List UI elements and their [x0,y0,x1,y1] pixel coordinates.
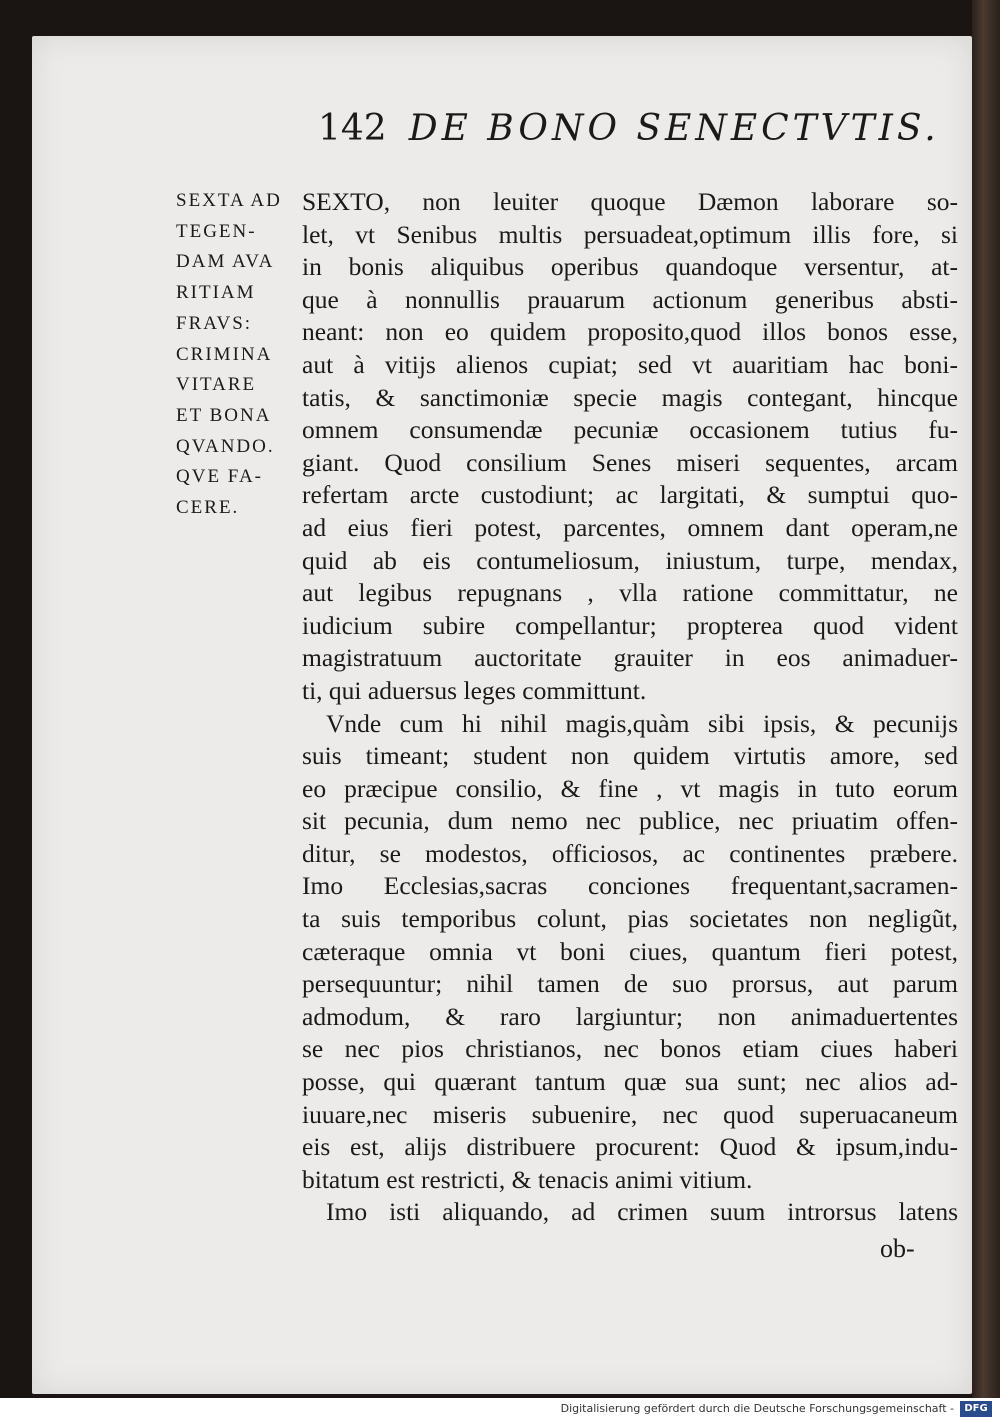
text-line: Imo isti aliquando, ad crimen suum introrsus latens [326,1197,958,1227]
text-line: suis timeant; student non quidem virtutis amore, sed [302,741,958,771]
text-line: tatis, & sanctimoniæ specie magis contegant, hincque [302,382,958,412]
text-line: iuuare,nec miseris subuenire, nec quod superuacaneum [302,1099,958,1129]
catchword: ob- [880,1234,915,1263]
margin-line: CERE. [176,497,240,519]
margin-line: FRAVS: [176,312,253,334]
body-text [302,186,958,1229]
text-line: neant: non eo quidem proposito,quod illos bonos esse, [302,317,958,347]
running-header [318,108,940,149]
margin-line: CRIMINA [176,343,273,365]
text-line: sit pecunia, dum nemo nec publice, nec priuatim offen- [302,806,958,836]
margin-line: QVE FA- [176,466,264,488]
text-line: Imo Ecclesias,sacras conciones frequentant,sacramen- [302,871,958,901]
margin-line: QVANDO. [176,435,275,457]
text-line: admodum, & raro largiuntur; non animaduertentes [302,1001,958,1031]
page-number: 142 [318,108,387,149]
text-line: persequuntur; nihil tamen de suo prorsus, aut parum [302,969,958,999]
text-line: ti, qui aduersus leges committunt. [302,675,647,705]
text-line: se nec pios christianos, nec bonos etiam ciues haberi [302,1034,958,1064]
margin-line: ET BONA [176,404,272,426]
text-line: iudicium subire compellantur; propterea quod vident [302,610,958,640]
text-line: giant. Quod consilium Senes miseri sequentes, arcam [302,447,958,477]
text-line: cæteraque omnia vt boni ciues, quantum fieri potest, [302,936,958,966]
text-line: eis est, alijs distribuere procurent: Quod & ipsum,indu- [302,1132,958,1162]
text-line: ditur, se modestos, officiosos, ac continentes præbere. [302,838,958,868]
margin-line: VITARE [176,374,257,396]
footer-bar [0,1398,1000,1421]
margin-line: TEGEN- [176,220,257,242]
text-line: refertam arcte custodiunt; ac largitati, & sumptui quo- [302,480,958,510]
text-line: que à nonnullis prauarum actionum generibus absti- [302,284,958,314]
text-line: aut legibus repugnans , vlla ratione committatur, ne [302,578,958,608]
text-line: ta suis temporibus colunt, pias societates non negligũt, [302,904,958,934]
text-line: aut à vitijs alienos cupiat; sed vt auaritiam hac boni- [302,349,958,379]
footer-credit: Digitalisierung gefördert durch die Deutsche Forschungsgemeinschaft - [560,1402,954,1415]
dfg-logo-icon: DFG [960,1401,992,1417]
text-line: posse, qui quærant tantum quæ sua sunt; nec alios ad- [302,1067,958,1097]
marginal-note [176,186,298,524]
book-edge [972,0,1000,1398]
margin-line: SEXTA AD [176,190,282,211]
text-line: bitatum est restricti, & tenacis animi vitium. [302,1164,753,1194]
text-line: eo præcipue consilio, & fine , vt magis in tuto eorum [302,773,958,803]
text-line: ad eius fieri potest, parcentes, omnem dant operam,ne [302,512,958,542]
text-line: Vnde cum hi nihil magis,quàm sibi ipsis, & pecunijs [326,708,958,738]
margin-line: DAM AVA [176,251,275,273]
text-line: let, vt Senibus multis persuadeat,optimum illis fore, si [302,219,958,249]
text-line: omnem consumendæ pecuniæ occasionem tutius fu- [302,415,958,445]
text-line: SEXTO, non leuiter quoque Dæmon laborare so- [302,187,958,216]
text-line: magistratuum auctoritate grauiter in eos animaduer- [302,643,958,673]
text-line: quid ab eis contumeliosum, iniustum, turpe, mendax, [302,545,958,575]
text-line: in bonis aliquibus operibus quandoque versentur, at- [302,252,958,282]
running-title: DE BONO SENECTVTIS. [408,108,940,149]
margin-line: RITIAM [176,282,256,304]
